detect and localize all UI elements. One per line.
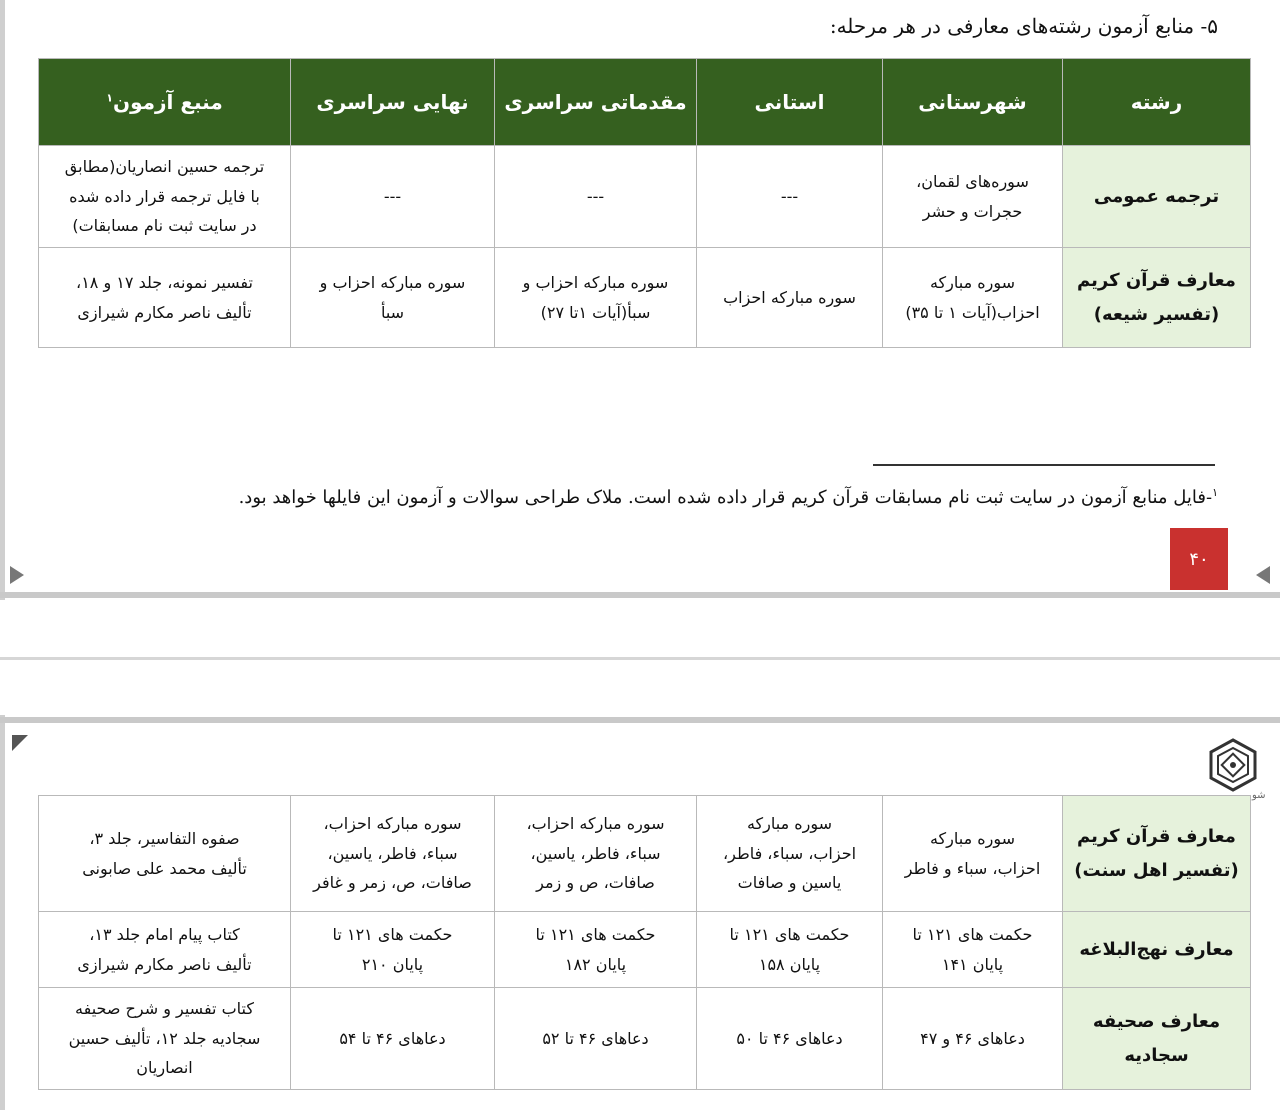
exam-sources-table-continued <box>38 795 1251 1090</box>
exam-sources-table <box>38 58 1251 348</box>
table-row <box>39 988 1251 1090</box>
source-cell: حکمت های ۱۲۱ تا پایان ۱۴۱ <box>883 912 1063 988</box>
source-cell: دعاهای ۴۶ تا ۵۲ <box>495 988 697 1090</box>
header-field: رشته <box>1063 59 1251 146</box>
footnote-marker: ۱ <box>106 90 113 104</box>
header-province: استانی <box>697 59 883 146</box>
header-exam-source <box>39 59 291 146</box>
page-separator-line <box>0 657 1280 660</box>
footnote-text: -فایل منابع آزمون در سایت ثبت نام مسابقات قرآن کریم قرار داده شده است. ملاک طراحی سوالات و آزمون این فایلها خواهد بود. <box>238 487 1213 508</box>
table-row <box>39 796 1251 912</box>
page-top-divider <box>0 717 1280 723</box>
header-national-preliminary: مقدماتی سراسری <box>495 59 697 146</box>
source-cell: سوره مبارکه احزاب، سباء و فاطر <box>883 796 1063 912</box>
source-cell: دعاهای ۴۶ تا ۵۴ <box>291 988 495 1090</box>
source-cell: حکمت های ۱۲۱ تا پایان ۱۵۸ <box>697 912 883 988</box>
source-cell: سوره مبارکه احزاب، سباء، فاطر، یاسین، صافات، ص، زمر و غافر <box>291 796 495 912</box>
source-cell: --- <box>291 146 495 248</box>
source-cell: دعاهای ۴۶ تا ۵۰ <box>697 988 883 1090</box>
field-name-cell: ترجمه عمومی <box>1063 146 1251 248</box>
page-number-badge: ۴۰ <box>1170 528 1228 590</box>
footnote <box>239 486 1218 508</box>
source-cell: سوره مبارکه احزاب و سبأ(آیات ۱تا ۲۷) <box>495 248 697 348</box>
emblem-logo-icon <box>1206 738 1260 792</box>
section-title: ۵- منابع آزمون رشته‌های معارفی در هر مرحله: <box>829 14 1218 38</box>
page-corner-left-icon <box>10 566 24 584</box>
source-cell: تفسیر نمونه، جلد ۱۷ و ۱۸، تألیف ناصر مکارم شیرازی <box>39 248 291 348</box>
source-cell: --- <box>697 146 883 248</box>
source-cell: کتاب تفسیر و شرح صحیفه سجادیه جلد ۱۲، تألیف حسین انصاریان <box>39 988 291 1090</box>
table-row <box>39 146 1251 248</box>
footnote-number: ۱ <box>1212 486 1218 499</box>
source-cell: سوره‌های لقمان، حجرات و حشر <box>883 146 1063 248</box>
source-cell: حکمت های ۱۲۱ تا پایان ۲۱۰ <box>291 912 495 988</box>
footnote-separator <box>873 464 1215 466</box>
source-cell: کتاب پیام امام جلد ۱۳، تألیف ناصر مکارم شیرازی <box>39 912 291 988</box>
header-city: شهرستانی <box>883 59 1063 146</box>
source-cell: سوره مبارکه احزاب، سباء، فاطر، یاسین و صافات <box>697 796 883 912</box>
source-cell: سوره مبارکه احزاب <box>697 248 883 348</box>
header-national-final: نهایی سراسری <box>291 59 495 146</box>
field-name-cell: معارف صحیفه سجادیه <box>1063 988 1251 1090</box>
source-cell: دعاهای ۴۶ و ۴۷ <box>883 988 1063 1090</box>
source-cell: سوره مبارکه احزاب، سباء، فاطر، یاسین، صافات، ص و زمر <box>495 796 697 912</box>
source-cell: --- <box>495 146 697 248</box>
field-name-cell: معارف قرآن کریم (تفسیر شیعه) <box>1063 248 1251 348</box>
table-header-row <box>39 59 1251 146</box>
field-name-cell: معارف قرآن کریم (تفسیر اهل سنت) <box>1063 796 1251 912</box>
table-row <box>39 248 1251 348</box>
page-bottom-divider <box>0 592 1280 598</box>
source-cell: ترجمه حسین انصاریان(مطابق با فایل ترجمه قرار داده شده در سایت ثبت نام مسابقات) <box>39 146 291 248</box>
header-exam-source-label: منبع آزمون <box>113 89 223 114</box>
source-cell: صفوه التفاسیر، جلد ۳، تألیف محمد علی صابونی <box>39 796 291 912</box>
table-row <box>39 912 1251 988</box>
page-corner-icon <box>12 735 28 751</box>
page-corner-right-icon <box>1256 566 1270 584</box>
source-cell: سوره مبارکه احزاب و سبأ <box>291 248 495 348</box>
logo-caption: شو <box>1252 790 1266 801</box>
field-name-cell: معارف نهج‌البلاغه <box>1063 912 1251 988</box>
source-cell: سوره مبارکه احزاب(آیات ۱ تا ۳۵) <box>883 248 1063 348</box>
source-cell: حکمت های ۱۲۱ تا پایان ۱۸۲ <box>495 912 697 988</box>
